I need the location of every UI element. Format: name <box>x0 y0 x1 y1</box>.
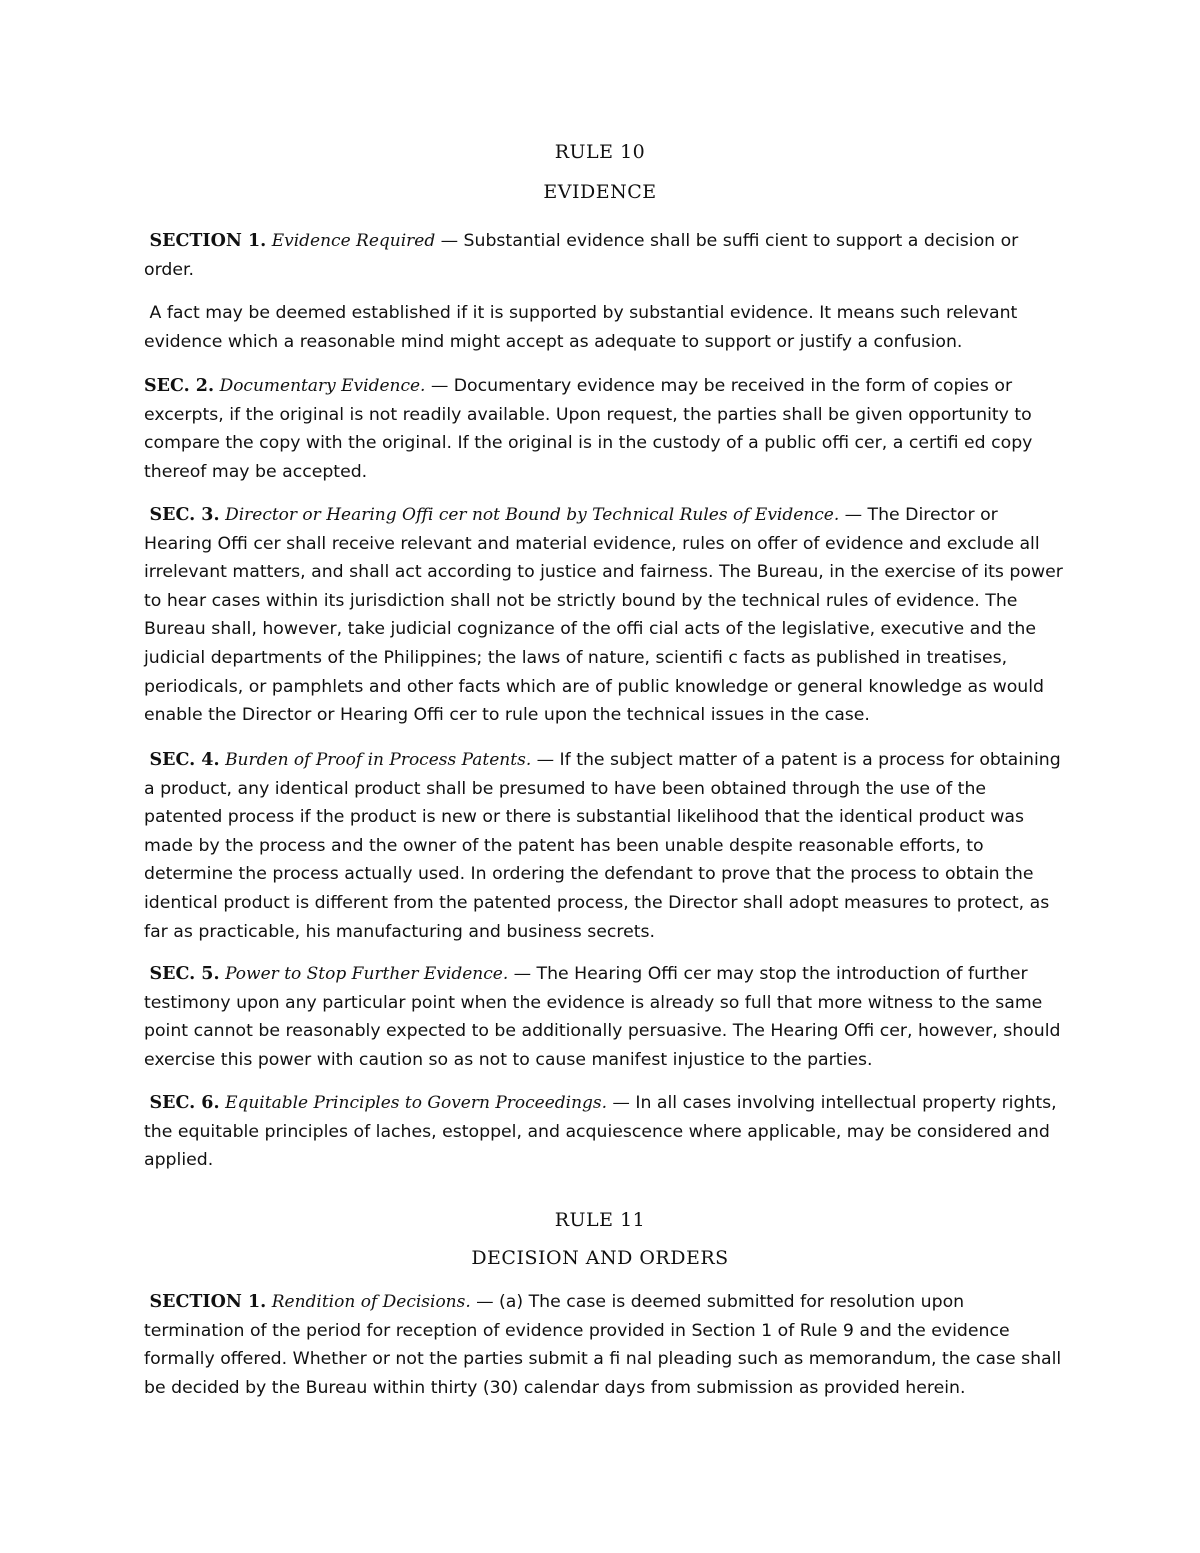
rule-10-section-1-paragraph-2 <box>144 299 1064 356</box>
section-text: (a) The case is deemed submitted for resolution upon termination of the period for reception of evidence provided in Section 1 of Rule 9 and the evidence formally offered. Whether or not the parties submit a fi nal pleading such as memorandum, the case shall be decided by the Bureau within thirty (30) calendar days from submission as provided herein. <box>144 1292 1062 1398</box>
section-separator: — <box>607 1093 636 1113</box>
paragraph-text: A fact may be deemed established if it is supported by substantial evidence. It means such relevant evidence which a reasonable mind might accept as adequate to support or justify a confusion. <box>144 303 1018 352</box>
section-title: Rendition of Decisions. <box>271 1292 471 1312</box>
section-label: SEC. 3. <box>149 505 220 525</box>
section-title: Equitable Principles to Govern Proceedings. <box>225 1093 608 1113</box>
section-title: Power to Stop Further Evidence. <box>225 964 509 984</box>
section-title: Documentary Evidence. <box>219 376 426 396</box>
section-separator: — <box>470 1292 500 1312</box>
section-label: SECTION 1. <box>149 1292 267 1312</box>
section-text: In all cases involving intellectual property rights, the equitable principles of laches, estoppel, and acquiescence where applicable, may be considered and applied. <box>144 1093 1057 1171</box>
section-title: Director or Hearing Offi cer not Bound by Technical Rules of Evidence. <box>225 505 840 525</box>
rule-10-section-3 <box>144 501 1064 730</box>
section-separator: — <box>839 505 868 525</box>
section-title: Evidence Required <box>271 231 436 251</box>
section-title: Burden of Proof in Process Patents. <box>225 750 532 770</box>
section-text: If the subject matter of a patent is a process for obtaining a product, any identical product shall be presumed to have been obtained through the use of the patented process if the product is new or there is substantial likelihood that the identical product was made by the process and the owner of the patent has been unable despite reasonable efforts, to determine the process actually used. In ordering the defendant to prove that the process to obtain the identical product is different from the patented process, the Director shall adopt measures to protect, as far as practicable, his manufacturing and business secrets. <box>144 750 1061 942</box>
rule-11-title: RULE 11 <box>554 1209 646 1231</box>
section-text: Documentary evidence may be received in the form of copies or excerpts, if the original is not readily available. Upon request, the parties shall be given opportunity to compare the copy with the original. If the original is in the custody of a public offi cer, a certifi ed copy thereof may be accepted. <box>144 376 1033 482</box>
rule-11-section-1 <box>144 1288 1064 1402</box>
section-separator: — <box>425 376 454 396</box>
section-label: SECTION 1. <box>149 231 267 251</box>
section-label: SEC. 2. <box>144 376 215 396</box>
rule-10-subtitle: EVIDENCE <box>543 181 657 203</box>
rule-10-section-5 <box>144 960 1064 1074</box>
rule-11-subtitle: DECISION AND ORDERS <box>471 1247 729 1269</box>
section-text: Substantial evidence shall be suffi cient to support a decision or order. <box>144 231 1019 280</box>
rule-10-title: RULE 10 <box>554 141 646 163</box>
section-label: SEC. 5. <box>149 964 220 984</box>
section-separator: — <box>508 964 537 984</box>
rule-10-section-1 <box>144 227 1064 284</box>
section-text: The Hearing Offi cer may stop the introduction of further testimony upon any particular point when the evidence is already so full that more witness to the same point cannot be reasonably expected to be additionally persuasive. The Hearing Offi cer, however, should exercise this power with caution so as not to cause manifest injustice to the parties. <box>144 964 1061 1070</box>
section-separator: — <box>531 750 560 770</box>
section-label: SEC. 4. <box>149 750 220 770</box>
rule-10-section-6 <box>144 1089 1064 1175</box>
section-text: The Director or Hearing Offi cer shall receive relevant and material evidence, rules on offer of evidence and exclude all irrelevant matters, and shall act according to justice and fairness. The Bureau, in the exercise of its power to hear cases within its jurisdiction shall not be strictly bound by the technical rules of evidence. The Bureau shall, however, take judicial cognizance of the offi cial acts of the legislative, executive and the judicial departments of the Philippines; the laws of nature, scientifi c facts as published in treatises, periodicals, or pamphlets and other facts which are of public knowledge or general knowledge as would enable the Director or Hearing Offi cer to rule upon the technical issues in the case. <box>144 505 1063 726</box>
section-separator: — <box>435 231 464 251</box>
rule-10-section-2 <box>144 372 1064 486</box>
section-label: SEC. 6. <box>149 1093 220 1113</box>
rule-10-section-4 <box>144 746 1064 946</box>
